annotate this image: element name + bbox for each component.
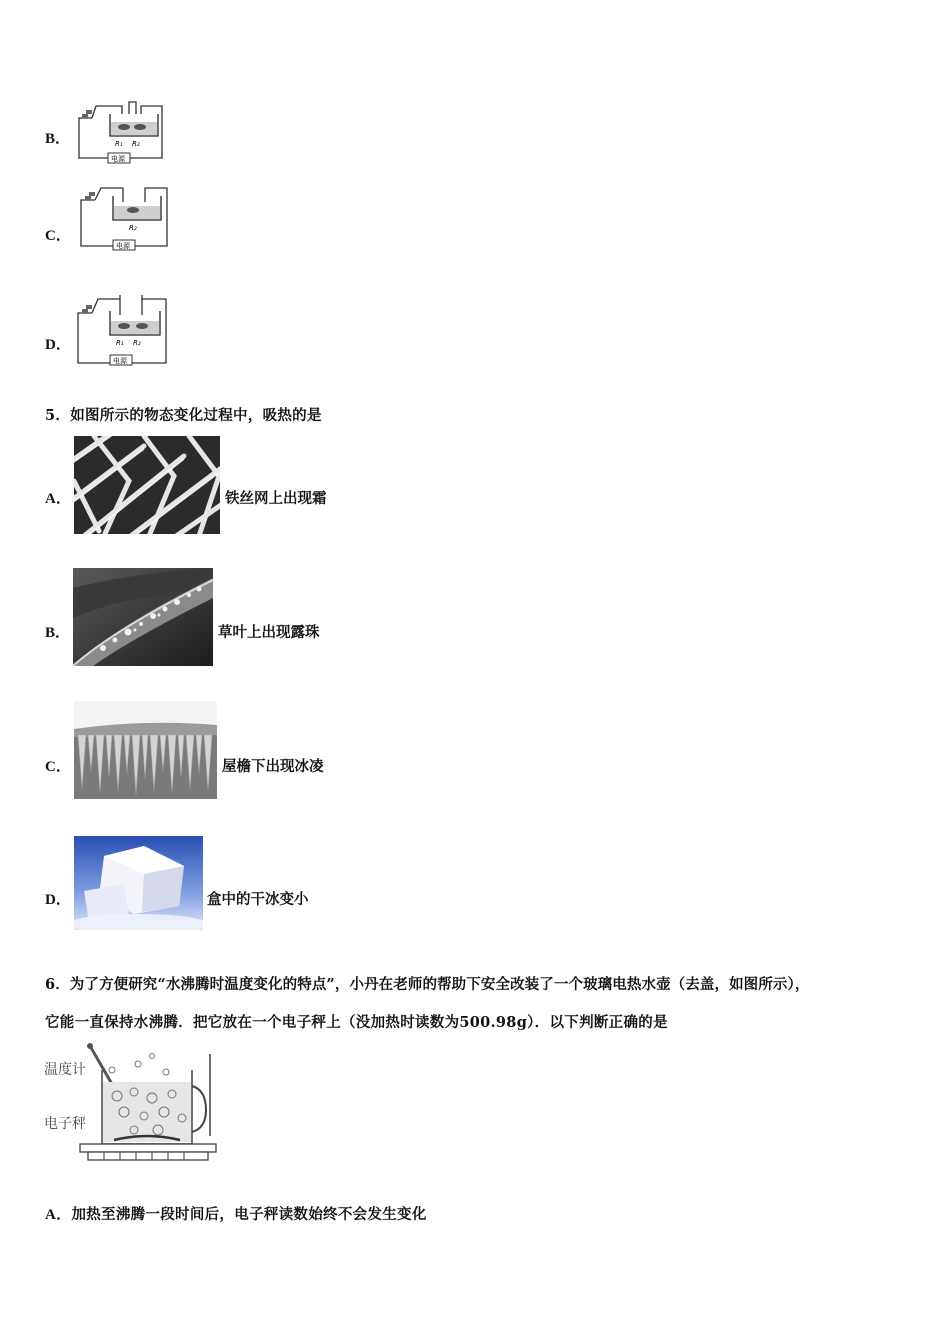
q5-option-c-label: C． [45,759,71,775]
q4-option-b-label: B． [45,131,71,147]
q6-option-a-text: 加热至沸腾一段时间后，电子秤读数始终不会发生变化 [71,1206,427,1223]
kettle-on-scale-diagram [42,1040,218,1166]
q4-b-r2-label: R₂ [132,140,140,148]
q4-d-r2-label: R₂ [133,339,141,347]
q4-c-power-label: 电源 [116,242,130,250]
q5-option-d-label: D． [45,892,71,908]
q6-stem-line2: 它能一直保持水沸腾．把它放在一个电子秤上（没加热时读数为500.98g）．以下判断正确的是 [45,1014,668,1031]
q4-d-power-label: 电源 [113,357,127,365]
q4-option-c-label: C． [45,228,71,244]
dry-ice-photo [74,836,203,930]
q4-c-r2-label: R₂ [129,224,137,232]
scale-label: 电子秤 [44,1116,86,1132]
icicles-eaves-photo [74,701,217,799]
q5-option-c-caption: 屋檐下出现冰凌 [222,758,324,775]
q4-option-b-circuit-diagram [72,98,168,170]
q5-stem: 5．如图所示的物态变化过程中，吸热的是 [45,407,322,424]
q5-option-a-caption: 铁丝网上出现霜 [225,490,327,507]
q5-option-d-caption: 盒中的干冰变小 [207,891,309,908]
q5-option-b-label: B． [45,625,71,641]
q4-b-r1-label: R₁ [115,140,123,148]
q4-b-power-label: 电源 [111,155,125,163]
q5-option-a-label: A． [45,491,71,507]
frost-wire-mesh-photo [74,436,220,534]
q4-option-d-label: D． [45,337,71,353]
q5-option-b-caption: 草叶上出现露珠 [218,624,320,641]
dew-on-grass-photo [73,568,213,666]
q6-option-a [45,1203,427,1224]
q6-stem-line1: 6．为了方便研究“水沸腾时温度变化的特点”，小丹在老师的帮助下安全改装了一个玻璃电热水壶（去盖，如图所示）， [45,976,810,993]
thermometer-label: 温度计 [44,1062,86,1078]
q6-option-a-label: A． [45,1207,72,1223]
q4-option-d-circuit-diagram [72,295,172,371]
q4-d-r1-label: R₁ [116,339,124,347]
q4-option-c-circuit-diagram [75,184,171,256]
